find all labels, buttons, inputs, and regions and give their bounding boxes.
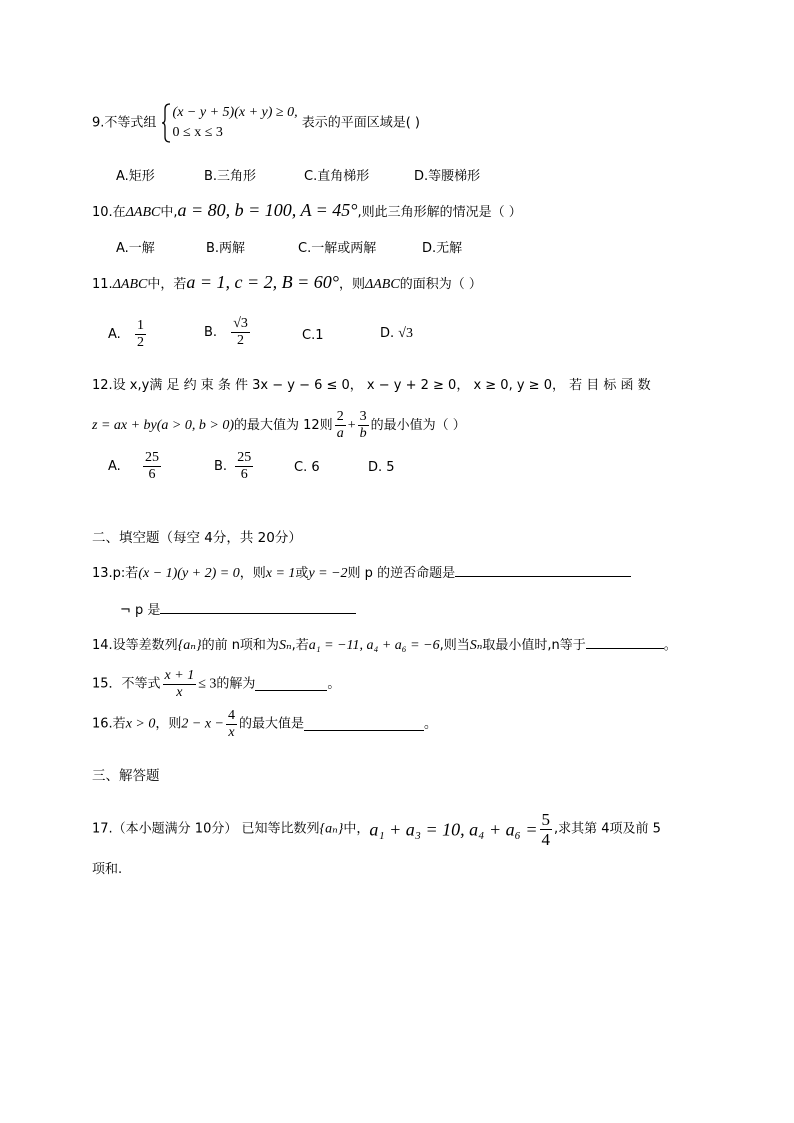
q15-prefix: 15．不等式 (92, 676, 161, 692)
q11-mid2: ，则 (339, 277, 366, 292)
q16-mid: ，则 (155, 716, 182, 732)
q10-option-b: B.两解 (206, 241, 246, 256)
q16-expression: 2 − x − (181, 716, 224, 732)
q9-system-line1: (x − y + 5)(x + y) ≥ 0, (172, 105, 298, 120)
q13-answer-blank-2[interactable] (160, 601, 356, 614)
q12-fraction-2: $\frac{3}{b}$ (359, 409, 367, 441)
question-13-line2 (120, 601, 356, 621)
q11-prefix: 11. (92, 277, 113, 292)
q17-suffix: ,求其第 4项及前 5 (554, 821, 661, 837)
q10-triangle: ΔABC (125, 205, 161, 220)
q16-suffix: 的最大值是 (238, 716, 304, 732)
q11-option-d-label: D. (380, 326, 395, 341)
q11-condition: a = 1, c = 2, B = 60° (186, 272, 339, 292)
q15-suffix: 的解为 (216, 676, 256, 692)
q11-triangle: ΔABC (112, 277, 148, 292)
question-17 (92, 810, 661, 849)
q12-fraction-1: $\frac{2}{a}$ (336, 409, 344, 441)
q11-option-d (380, 326, 413, 342)
q17-condition: a₁ + a₃ = 10, a₄ + a₆ = (369, 819, 538, 840)
q13-prefix: 13.p:若 (92, 566, 139, 581)
q13-answer-blank-1[interactable] (455, 564, 631, 577)
q11-triangle-2: ΔABC (365, 277, 400, 292)
q13-expr3: y = −2 (308, 566, 348, 581)
q11-option-a-label: A. (108, 327, 121, 342)
q16-prefix: 16.若 (92, 716, 126, 732)
q15-relation: ≤ 3 (198, 676, 217, 692)
q10-option-a: A.一解 (116, 241, 155, 256)
q15-end: 。 (327, 676, 341, 692)
q15-fraction: $\frac{x + 1}{x}$ (164, 668, 195, 700)
q12-option-a-fraction: $\frac{25}{6}$ (144, 450, 159, 482)
q10-condition: a = 80, b = 100, A = 45° (177, 200, 358, 220)
question-10 (92, 200, 522, 223)
q16-condition: x > 0 (125, 716, 156, 732)
q12-objective: z = ax + by(a > 0, b > 0) (92, 418, 234, 433)
question-16 (92, 708, 437, 741)
q14-answer-blank[interactable] (586, 636, 664, 649)
q11-option-a-fraction: $\frac{1}{2}$ (136, 318, 144, 350)
question-12-line2 (92, 409, 466, 442)
q13-mid: ，则 (239, 566, 266, 581)
q12-option-b-label: B. (214, 459, 228, 474)
q17-mid: 中， (343, 821, 370, 837)
q9-option-b: B.三角形 (204, 169, 257, 184)
section-2-heading: 二、填空题（每空 4分，共 20分） (92, 530, 302, 546)
q13-expr2: x = 1 (265, 566, 296, 581)
q14-mid3: ,则当 (439, 638, 470, 653)
q12-plus: + (347, 418, 356, 433)
q10-prefix: 10.在 (92, 205, 126, 220)
q13-suffix: 则 p 的逆否命题是 (347, 566, 456, 581)
q9-option-a: A.矩形 (116, 169, 155, 184)
q16-answer-blank[interactable] (304, 718, 424, 731)
q9-system-line2: 0 ≤ x ≤ 3 (172, 125, 223, 140)
q17-fraction: $\frac{5}{4}$ (541, 810, 550, 849)
q15-answer-blank[interactable] (255, 678, 327, 691)
q16-end: 。 (424, 716, 438, 732)
q11-option-b-fraction: $\frac{√3}{2}$ (233, 316, 248, 348)
q17-sequence: {aₙ} (319, 821, 344, 837)
q13-expr1: (x − 1)(y + 2) = 0 (138, 566, 240, 581)
q11-option-d-value: √3 (398, 326, 413, 341)
q12-option-d: D. 5 (368, 460, 395, 475)
q14-end: 。 (663, 638, 677, 653)
question-17-line2: 项和. (92, 862, 123, 877)
q14-sn: Sₙ (278, 638, 292, 653)
question-14 (92, 636, 677, 656)
q14-sequence: {aₙ} (177, 638, 202, 653)
q17-prefix: 17.（本小题满分 10分） 已知等比数列 (92, 821, 320, 837)
q14-mid1: 的前 n项和为 (201, 638, 279, 653)
q12-option-b-fraction: $\frac{25}{6}$ (237, 450, 252, 482)
q12-option-a-label: A. (108, 459, 121, 474)
q11-mid: 中，若 (147, 277, 187, 292)
q16-fraction: $\frac{4}{x}$ (227, 708, 235, 740)
q11-option-b-label: B. (204, 325, 218, 340)
q10-option-d: D.无解 (422, 241, 463, 256)
q14-prefix: 14.设等差数列 (92, 638, 178, 653)
q11-option-b (204, 316, 252, 349)
q9-option-c: C.直角梯形 (304, 169, 370, 184)
q12-line1: 12.设 x,y满 足 约 束 条 件 3x − y − 6 ≤ 0， x − y + 2 ≥ 0， x ≥ 0, y ≥ 0， 若 目 标 函 数 (92, 378, 651, 393)
q12-option-c: C. 6 (294, 460, 320, 475)
q10-option-c: C.一解或两解 (298, 241, 377, 256)
q10-suffix: ,则此三角形解的情况是（ ） (357, 205, 522, 220)
q13-line2: ¬ p 是 (120, 603, 161, 618)
q12-option-b (214, 450, 255, 483)
q11-option-a (108, 318, 148, 351)
q12-option-a (108, 450, 163, 483)
question-9 (92, 103, 420, 143)
brace-icon (161, 103, 171, 143)
section-3-heading: 三、解答题 (92, 768, 160, 784)
q9-prefix: 9.不等式组 (92, 115, 157, 131)
question-12 (92, 376, 651, 396)
q13-or: 或 (295, 566, 309, 581)
question-11 (92, 272, 482, 295)
q9-system (161, 103, 298, 143)
q9-suffix: 表示的平面区域是( ) (301, 115, 420, 131)
q14-sn-2: Sₙ (469, 638, 483, 653)
question-15 (92, 668, 340, 701)
q12-suffix: 的最小值为（ ） (370, 418, 466, 433)
q9-option-d: D.等腰梯形 (414, 169, 481, 184)
question-13 (92, 564, 631, 584)
q11-suffix: 的面积为（ ） (399, 277, 482, 292)
q12-mid: 的最大值为 12则 (234, 418, 333, 433)
q14-suffix: 取最小值时,n等于 (482, 638, 586, 653)
q10-mid: 中, (160, 205, 178, 220)
q11-option-c: C.1 (302, 328, 324, 343)
q14-mid2: ,若 (291, 638, 309, 653)
q14-condition: a₁ = −11, a₄ + a₆ = −6 (308, 638, 440, 653)
